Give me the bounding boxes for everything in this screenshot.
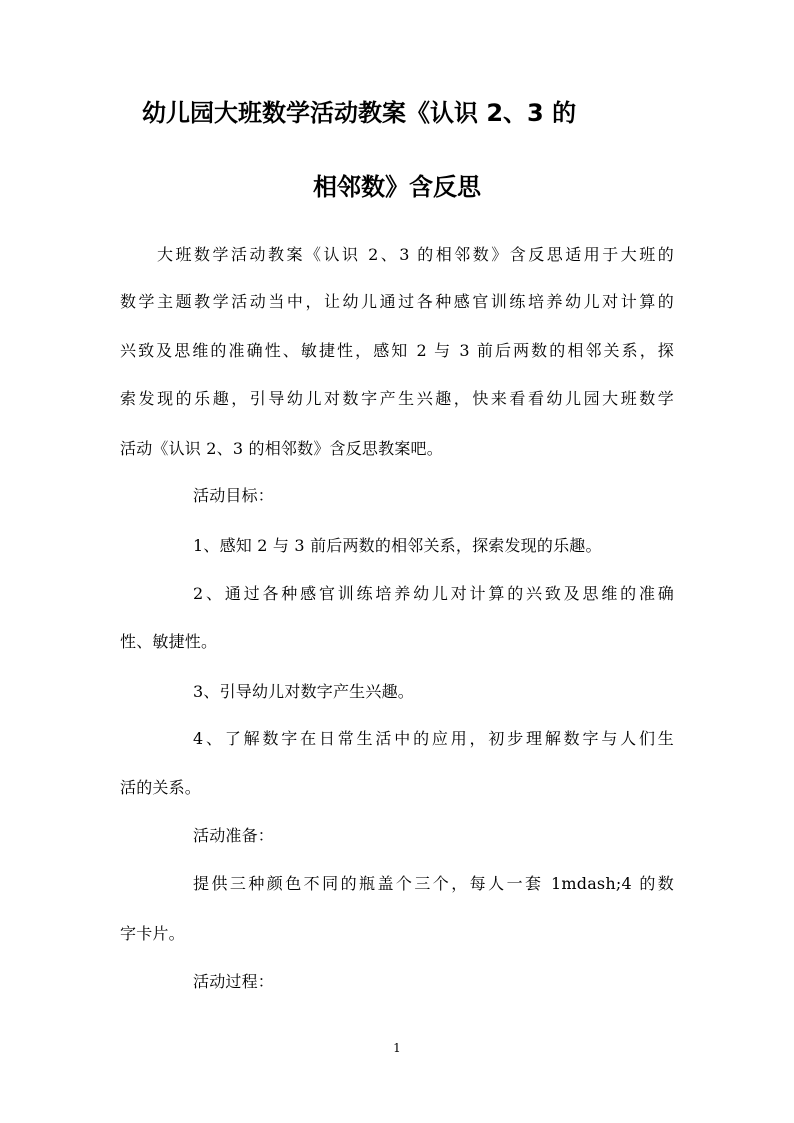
goal-1: 1、感知 2 与 3 前后两数的相邻关系，探索发现的乐趣。 — [193, 536, 602, 555]
intro-line-5: 活动《认识 2、3 的相邻数》含反思教案吧。 — [120, 439, 443, 458]
goal-3: 3、引导幼儿对数字产生兴趣。 — [193, 682, 414, 701]
intro-line-4: 索发现的乐趣，引导幼儿对数字产生兴趣，快来看看幼儿园大班数学 — [120, 389, 674, 408]
prep-line-2: 字卡片。 — [120, 924, 185, 943]
goals-heading: 活动目标： — [193, 486, 275, 505]
goal-2-line-2: 性、敏捷性。 — [120, 632, 218, 651]
goal-4-line-1: 4、了解数字在日常生活中的应用，初步理解数字与人们生 — [193, 729, 674, 748]
intro-line-2: 数学主题教学活动当中，让幼儿通过各种感官训练培养幼儿对计算的 — [120, 292, 674, 311]
process-heading: 活动过程： — [193, 972, 275, 991]
goal-2-line-1: 2、通过各种感官训练培养幼儿对计算的兴致及思维的准确 — [193, 584, 674, 603]
intro-line-3: 兴致及思维的准确性、敏捷性，感知 2 与 3 前后两数的相邻关系，探 — [120, 341, 674, 360]
prep-heading: 活动准备： — [193, 826, 275, 845]
document-title-line-1: 幼儿园大班数学活动教案《认识 2、3 的 — [142, 99, 577, 127]
intro-line-1: 大班数学活动教案《认识 2、3 的相邻数》含反思适用于大班的 — [157, 245, 674, 264]
prep-line-1: 提供三种颜色不同的瓶盖个三个，每人一套 1mdash;4 的数 — [193, 874, 674, 893]
goal-4-line-2: 活的关系。 — [120, 778, 202, 797]
page-number: 1 — [393, 1041, 401, 1055]
document-title-line-2: 相邻数》含反思 — [313, 173, 481, 201]
